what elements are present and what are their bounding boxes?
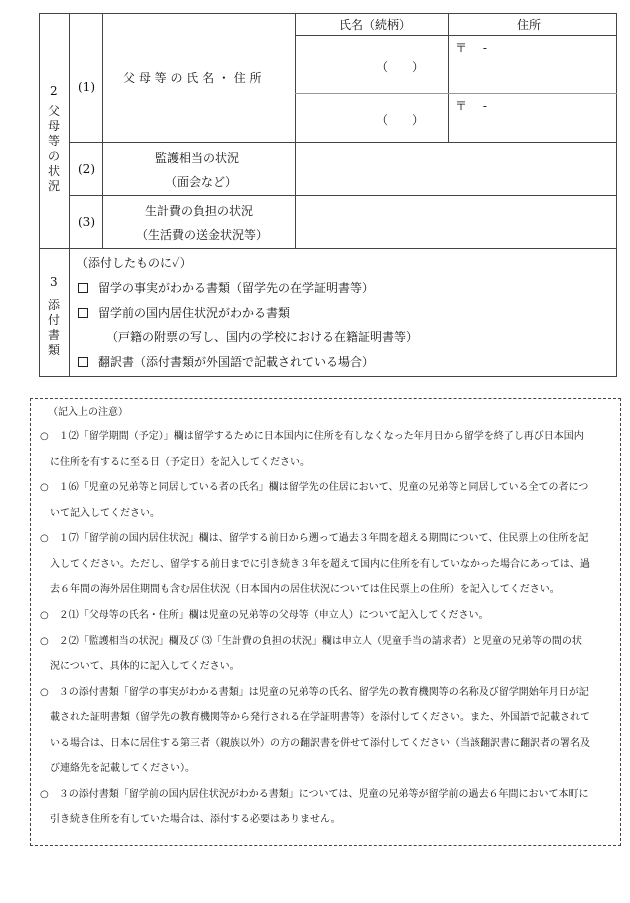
attachment-item-domestic-residence-note: （戸籍の附票の写し、国内の学校における在籍証明書等） <box>106 330 419 344</box>
checkbox-icon[interactable] <box>78 308 88 318</box>
note-line: 引き続き住所を有していた場合は、添付する必要はありません。 <box>40 814 341 825</box>
address-column-header: 住所 <box>517 18 542 32</box>
row2-number: (2) <box>78 162 95 176</box>
row3-number: (3) <box>78 215 95 229</box>
postal-mark-1: 〒 - <box>455 41 487 55</box>
living-cost-note: （生活費の送金状況等） <box>136 228 269 242</box>
section2-title: 父母等の状況 <box>47 104 60 193</box>
note-line: 入してください。ただし、留学する前日までに引き続き３年を超えて国内に住所を有していなかった場合にあっては、過 <box>40 559 590 570</box>
notes-box <box>30 398 621 846</box>
notes-title: （記入上の注意） <box>48 407 128 418</box>
living-cost-label: 生計費の負担の状況 <box>145 204 254 218</box>
name-column-header: 氏名（続柄） <box>339 18 412 32</box>
note-line: 況について、具体的に記入してください。 <box>40 661 240 672</box>
note-line: いて記入してください。 <box>40 508 160 519</box>
relation-parentheses-2: （ ） <box>376 113 425 127</box>
checkbox-icon[interactable] <box>78 283 88 293</box>
checkbox-icon[interactable] <box>78 357 88 367</box>
note-line: に住所を有するに至る日（予定日）を記入してください。 <box>40 457 310 468</box>
info-table <box>39 13 617 377</box>
note-line: ○ ３の添付書類「留学の事実がわかる書類」は児童の兄弟等の氏名、留学先の教育機関等の名称及び留学開始年月日が記 <box>40 687 589 698</box>
attachment-instruction: （添付したものに✓） <box>76 256 192 270</box>
section3-title: 添付書類 <box>47 298 60 357</box>
postal-mark-2: 〒 - <box>455 99 487 113</box>
parents-name-address-label: 父 母 等 の 氏 名 ・ 住 所 <box>123 71 262 85</box>
note-line: ○ １⑹「児童の兄弟等と同居している者の氏名」欄は留学先の住居において、児童の兄弟等と同居している全ての者につ <box>40 482 589 493</box>
note-line: ○ ３の添付書類「留学前の国内居住状況がわかる書類」については、児童の兄弟等が留学前の過去６年間において本町に <box>40 789 589 800</box>
note-line: 去６年間の海外居住期間も含む居住状況（日本国内の居住状況については住民票上の住所）を記入してください。 <box>40 584 560 595</box>
row1-number: (1) <box>78 80 95 94</box>
section3-number: 3 <box>50 275 58 289</box>
note-line: いる場合は、日本に居住する第三者（親族以外）の方の翻訳書を併せて添付してください（当該翻訳書に翻訳者の署名及 <box>40 738 590 749</box>
attachment-item-study-proof[interactable]: 留学の事実がわかる書類（留学先の在学証明書等） <box>78 282 374 294</box>
section2-number: 2 <box>50 84 58 98</box>
custody-status-note: （面会など） <box>165 175 238 189</box>
attachment-item-domestic-residence[interactable]: 留学前の国内居住状況がわかる書類 <box>78 307 290 319</box>
note-line: ○ １⑺「留学前の国内居住状況」欄は、留学する前日から遡って過去３年間を超える期間について、住民票上の住所を記 <box>40 533 589 544</box>
note-line: ○ １⑵「留学期間（予定）」欄は留学するために日本国内に住所を有しなくなった年月日から留学を終了し再び日本国内 <box>40 431 584 442</box>
note-line: ○ ２⑵「監護相当の状況」欄及び ⑶「生計費の負担の状況」欄は申立人（児童手当の請求者）と児童の兄弟等の間の状 <box>40 636 582 647</box>
note-line: び連絡先を記載してください）。 <box>40 763 195 774</box>
note-line: ○ ２⑴「父母等の氏名・住所」欄は児童の兄弟等の父母等（申立人）について記入してください。 <box>40 610 489 621</box>
note-line: 載された証明書類（留学先の教育機関等から発行される在学証明書等）を添付してください。また、外国語で記載されて <box>40 712 590 723</box>
custody-status-label: 監護相当の状況 <box>155 151 240 165</box>
attachment-item-translation[interactable]: 翻訳書（添付書類が外国語で記載されている場合） <box>78 356 374 368</box>
relation-parentheses-1: （ ） <box>376 60 425 74</box>
